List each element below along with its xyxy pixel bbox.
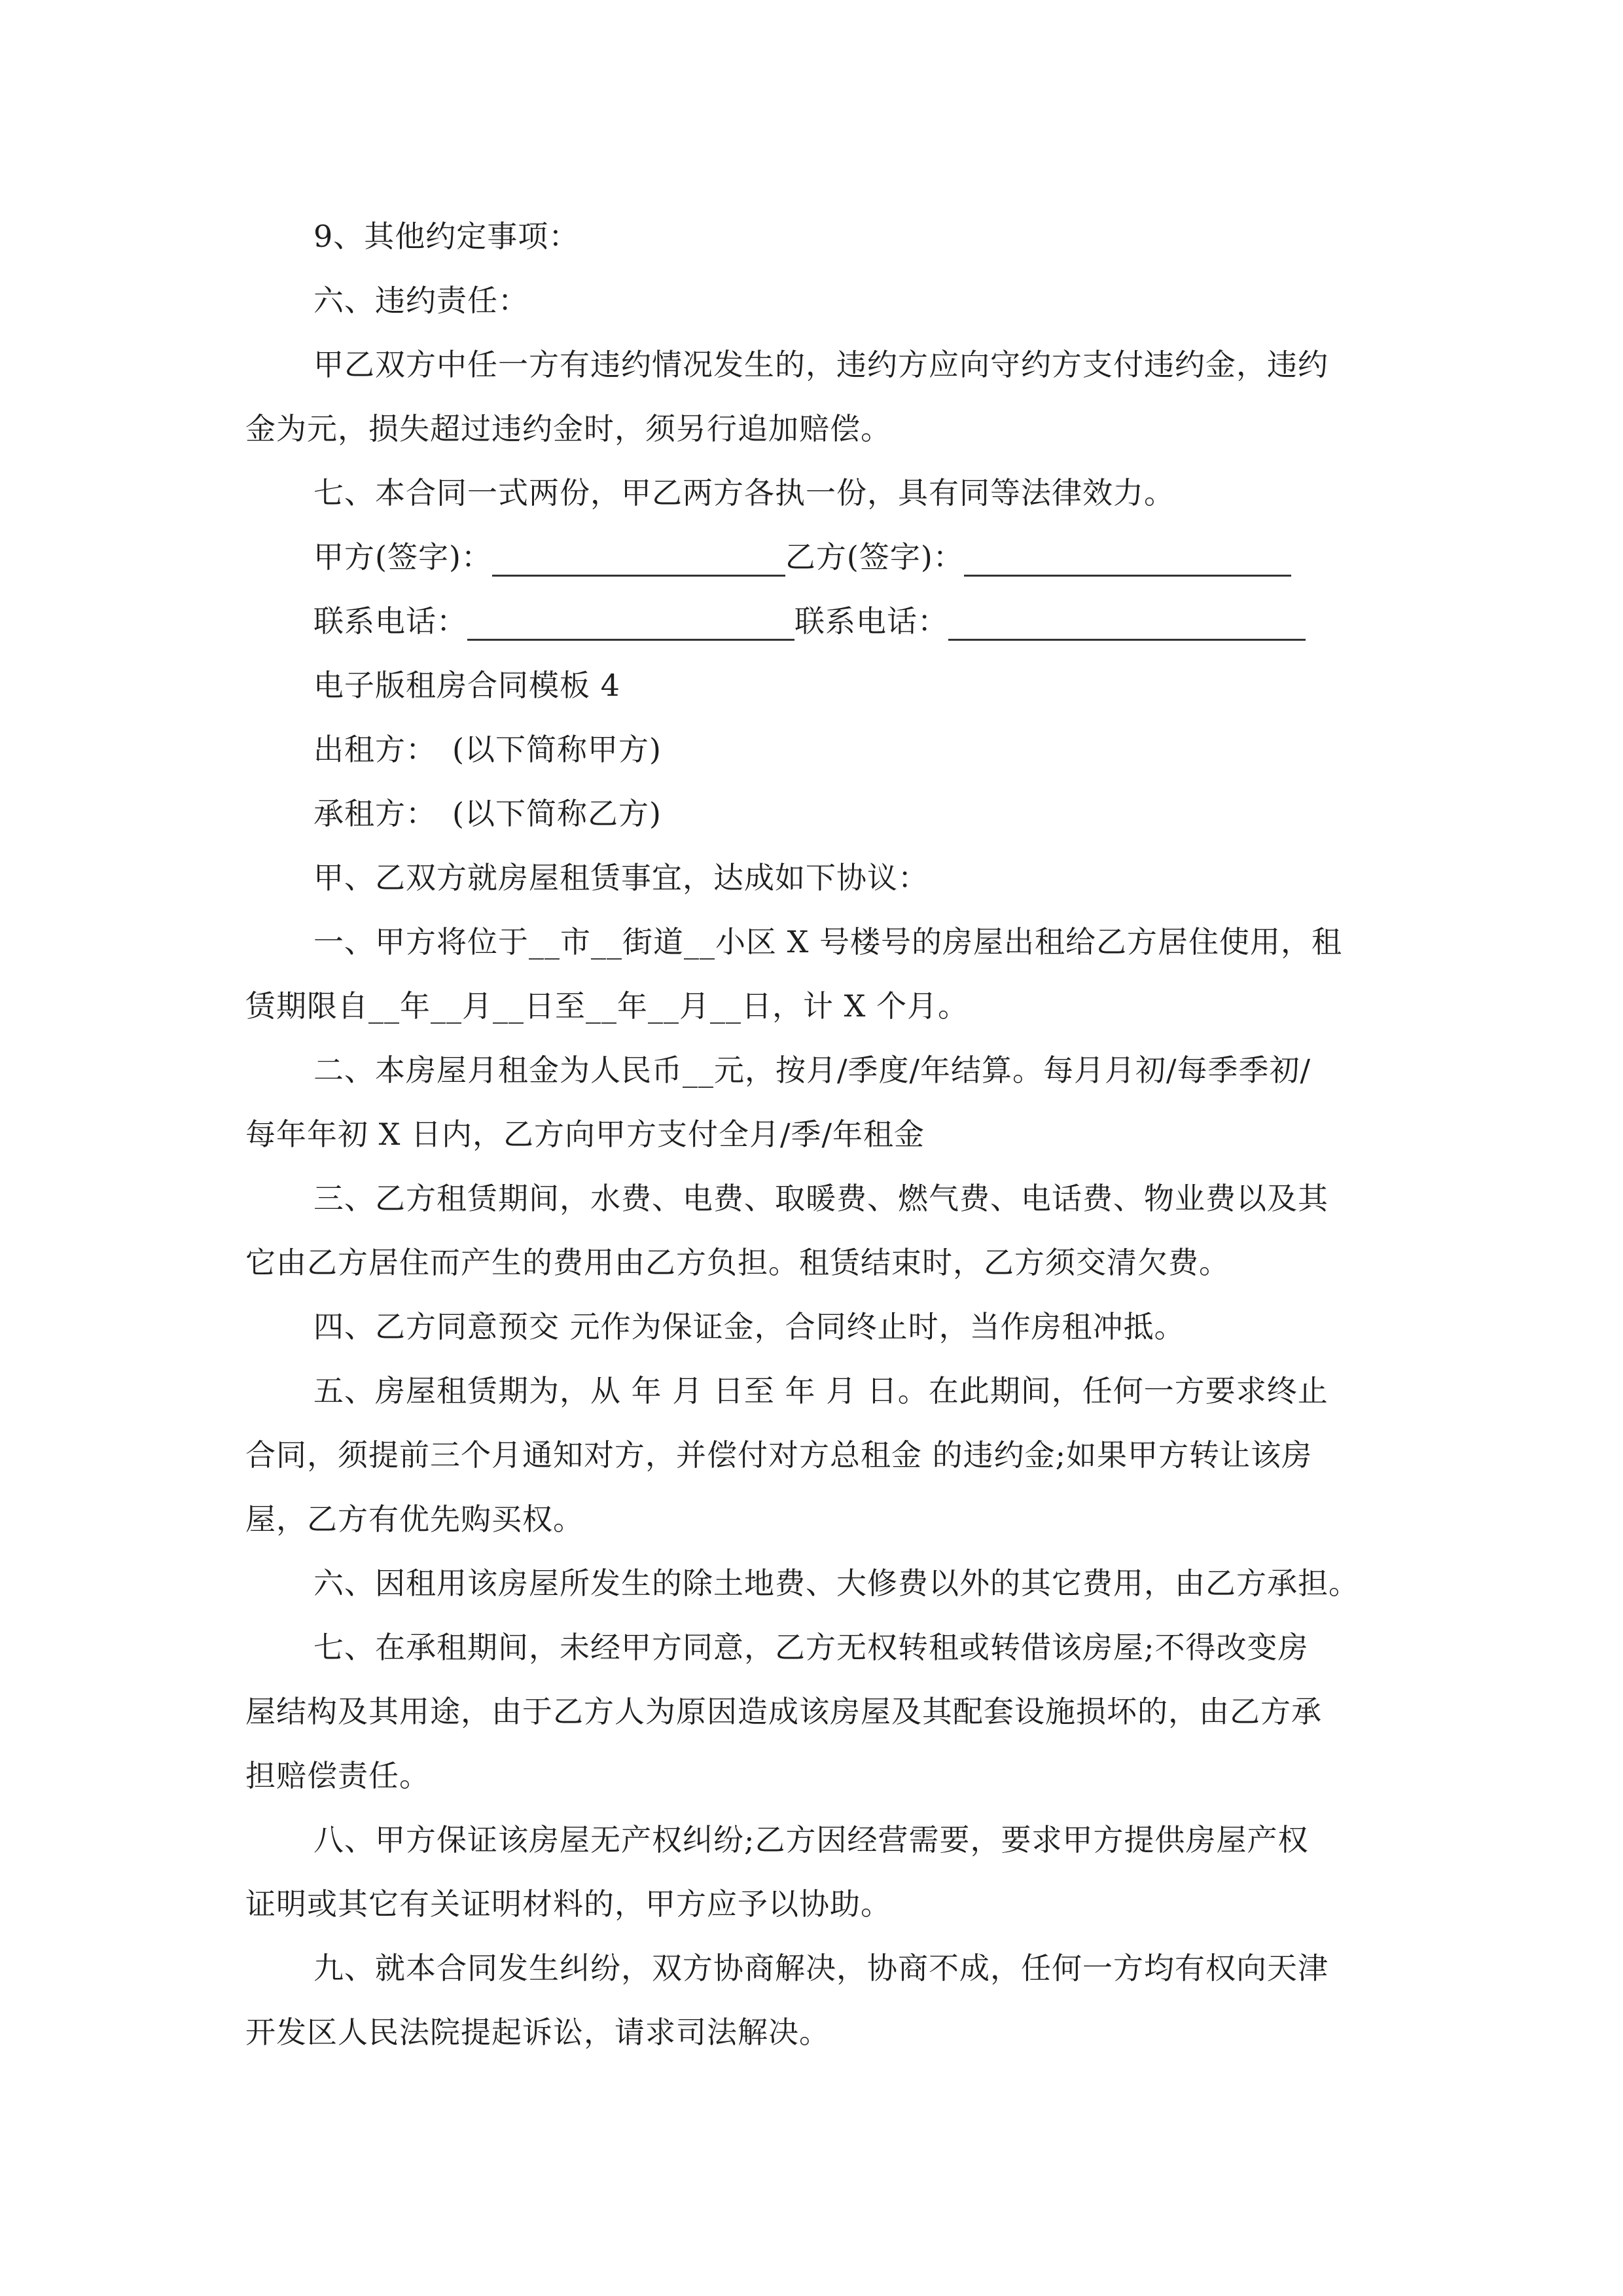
paragraph-line: 九、就本合同发生纠纷，双方协商解决，协商不成，任何一方均有权向天津 bbox=[313, 1950, 1329, 1986]
item-other-terms: 9、其他约定事项： bbox=[313, 219, 580, 254]
paragraph-line: 三、乙方租赁期间，水费、电费、取暖费、燃气费、电话费、物业费以及其 bbox=[313, 1181, 1329, 1216]
paragraph-line: 担赔偿责任。 bbox=[245, 1758, 430, 1793]
paragraph-line: 它由乙方居住而产生的费用由乙方负担。租赁结束时，乙方须交清欠费。 bbox=[245, 1245, 1230, 1280]
paragraph-line: 二、本房屋月租金为人民币__元，按月/季度/年结算。每月月初/每季季初/ bbox=[313, 1052, 1311, 1088]
lessee-line: 承租方： (以下简称乙方) bbox=[313, 796, 662, 831]
party-b-signature-field[interactable] bbox=[964, 545, 1291, 577]
paragraph-line: 四、乙方同意预交 元作为保证金，合同终止时，当作房租冲抵。 bbox=[313, 1309, 1185, 1344]
party-b-phone-field[interactable] bbox=[948, 609, 1306, 641]
template-title: 电子版租房合同模板 4 bbox=[313, 668, 620, 703]
paragraph-line: 甲、乙双方就房屋租赁事宜，达成如下协议： bbox=[313, 860, 929, 895]
lessor-line: 出租方： (以下简称甲方) bbox=[313, 732, 662, 767]
paragraph-line: 一、甲方将位于__市__街道__小区 X 号楼号的房屋出租给乙方居住使用，租 bbox=[313, 924, 1342, 960]
party-b-signature-label: 乙方(签字)： bbox=[785, 539, 964, 575]
section-heading-breach: 六、违约责任： bbox=[313, 283, 529, 318]
paragraph-line: 每年年初 X 日内，乙方向甲方支付全月/季/年租金 bbox=[245, 1117, 925, 1152]
paragraph-line: 七、本合同一式两份，甲乙两方各执一份，具有同等法律效力。 bbox=[313, 475, 1175, 511]
paragraph-line: 八、甲方保证该房屋无产权纠纷;乙方因经营需要，要求甲方提供房屋产权 bbox=[313, 1822, 1309, 1857]
paragraph-line: 开发区人民法院提起诉讼，请求司法解决。 bbox=[245, 2015, 830, 2050]
signature-row bbox=[245, 525, 1381, 589]
paragraph-line: 合同，须提前三个月通知对方，并偿付对方总租金 的违约金;如果甲方转让该房 bbox=[245, 1437, 1313, 1473]
document-body bbox=[245, 204, 1381, 2064]
paragraph-line: 五、房屋租赁期为，从 年 月 日至 年 月 日。在此期间，任何一方要求终止 bbox=[313, 1373, 1329, 1408]
party-a-signature-field[interactable] bbox=[492, 545, 785, 577]
paragraph-line: 六、因租用该房屋所发生的除土地费、大修费以外的其它费用，由乙方承担。 bbox=[313, 1566, 1359, 1601]
party-a-phone-field[interactable] bbox=[467, 609, 794, 641]
paragraph-line: 七、在承租期间，未经甲方同意，乙方无权转租或转借该房屋;不得改变房 bbox=[313, 1630, 1309, 1665]
phone-row bbox=[245, 589, 1381, 653]
paragraph-line: 赁期限自__年__月__日至__年__月__日，计 X 个月。 bbox=[245, 988, 969, 1024]
party-a-signature-label: 甲方(签字)： bbox=[313, 539, 492, 575]
paragraph-line: 证明或其它有关证明材料的，甲方应予以协助。 bbox=[245, 1886, 891, 1922]
paragraph-line: 金为元，损失超过违约金时，须另行追加赔偿。 bbox=[245, 411, 891, 446]
paragraph-line: 屋结构及其用途，由于乙方人为原因造成该房屋及其配套设施损坏的，由乙方承 bbox=[245, 1694, 1322, 1729]
paragraph-line: 屋，乙方有优先购买权。 bbox=[245, 1501, 584, 1537]
paragraph-line: 甲乙双方中任一方有违约情况发生的，违约方应向守约方支付违约金，违约 bbox=[313, 347, 1329, 382]
party-b-phone-label: 联系电话： bbox=[794, 603, 948, 639]
party-a-phone-label: 联系电话： bbox=[313, 603, 467, 639]
